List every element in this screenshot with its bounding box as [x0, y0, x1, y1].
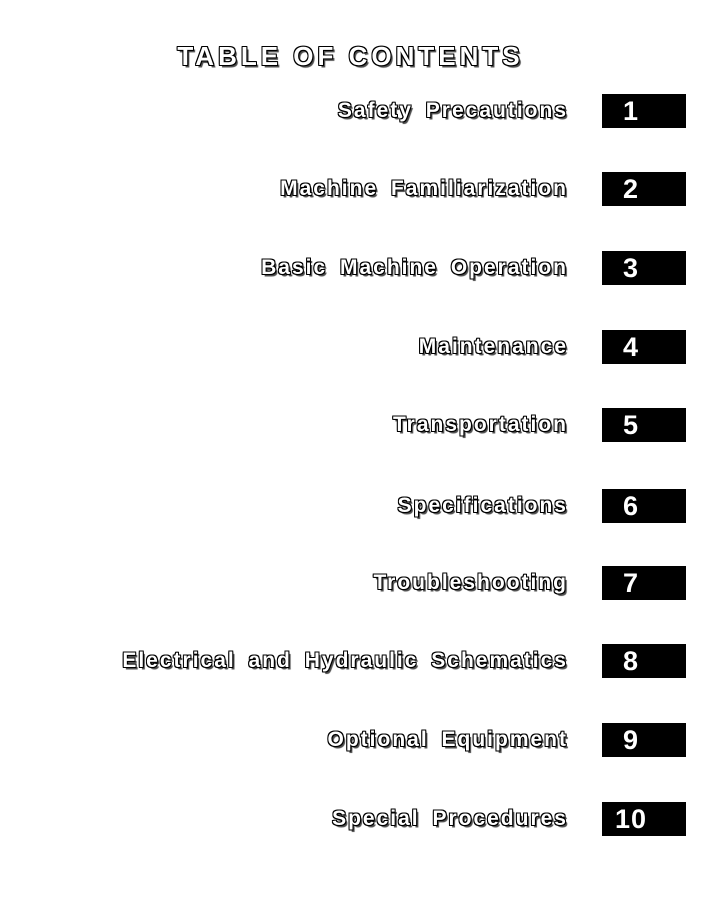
- toc-entry-label: Basic Machine Operation: [261, 256, 568, 279]
- toc-chapter-number-box: [602, 94, 686, 128]
- toc-chapter-number-box: [602, 251, 686, 285]
- toc-entry-label: Special Procedures: [332, 807, 568, 830]
- toc-entry-label: Maintenance: [418, 335, 568, 358]
- toc-row: [0, 566, 701, 600]
- toc-chapter-number: 10: [614, 803, 648, 834]
- toc-row: [0, 330, 701, 364]
- toc-entry-label: Specifications: [397, 494, 568, 517]
- toc-chapter-number-box: [602, 802, 686, 836]
- toc-entry-label: Safety Precautions: [337, 99, 568, 122]
- toc-chapter-number-box: [602, 489, 686, 523]
- toc-entry-label: Transportation: [392, 413, 568, 436]
- toc-chapter-number: 4: [622, 331, 640, 362]
- toc-row: [0, 94, 701, 128]
- toc-chapter-number: 3: [622, 252, 640, 283]
- toc-chapter-number-box: [602, 723, 686, 757]
- toc-chapter-number: 5: [622, 409, 640, 440]
- toc-chapter-number-box: [602, 330, 686, 364]
- toc-entry-label: Troubleshooting: [373, 571, 568, 594]
- toc-entry-label: Machine Familiarization: [280, 177, 568, 200]
- toc-chapter-number-box: [602, 566, 686, 600]
- toc-row: [0, 408, 701, 442]
- toc-chapter-number-box: [602, 644, 686, 678]
- toc-chapter-number: 2: [622, 173, 640, 204]
- toc-row: [0, 251, 701, 285]
- page-title: TABLE OF CONTENTS: [177, 41, 524, 71]
- toc-chapter-number-box: [602, 172, 686, 206]
- toc-chapter-number: 6: [622, 490, 640, 521]
- toc-row: [0, 644, 701, 678]
- toc-chapter-number: 9: [622, 724, 640, 755]
- toc-chapter-number: 1: [622, 95, 640, 126]
- toc-row: [0, 489, 701, 523]
- toc-entry-label: Optional Equipment: [327, 728, 568, 751]
- toc-entry-label: Electrical and Hydraulic Schematics: [122, 649, 568, 672]
- toc-row: [0, 802, 701, 836]
- toc-chapter-number-box: [602, 408, 686, 442]
- toc-row: [0, 172, 701, 206]
- toc-chapter-number: 8: [622, 645, 640, 676]
- toc-chapter-number: 7: [622, 567, 640, 598]
- toc-row: [0, 723, 701, 757]
